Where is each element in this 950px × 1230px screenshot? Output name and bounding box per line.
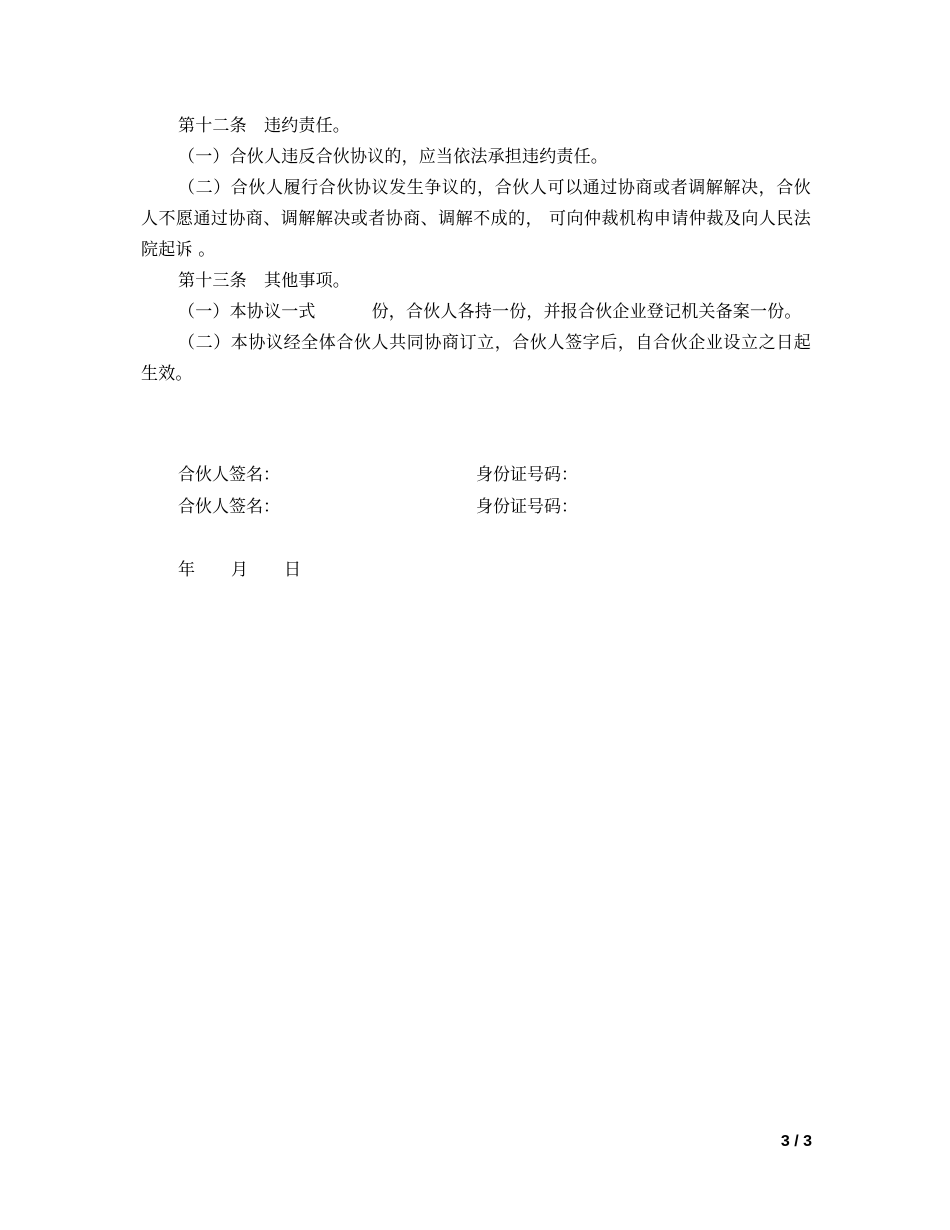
partner-signature-label: 合伙人签名： xyxy=(178,465,280,485)
date-year-label: 年 xyxy=(178,560,195,580)
date-month-label: 月 xyxy=(231,560,248,580)
signing-date xyxy=(178,558,301,582)
page-number: 3 / 3 xyxy=(780,1133,812,1150)
id-number-label: 身份证号码： xyxy=(476,465,578,485)
copies-clause-start: （一）本协议一式 xyxy=(178,302,316,322)
article-12-clause-2: （二）合伙人履行合伙协议发生争议的，合伙人可以通过协商或者调解解决，合伙人不愿通过协商、调解解决或者协商、调解不成的， 可向仲裁机构申请仲裁及向人民法院起诉 。 xyxy=(141,178,811,260)
article-12-clause-1: （一）合伙人违反合伙协议的，应当依法承担违约责任。 xyxy=(178,147,608,167)
date-day-label: 日 xyxy=(284,560,301,580)
copies-clause-end: 份，合伙人各持一份，并报合伙企业登记机关备案一份。 xyxy=(371,302,802,322)
article-13-heading: 第十三条 其他事项。 xyxy=(178,271,350,291)
article-12-heading: 第十二条 违约责任。 xyxy=(178,116,350,136)
partner-signature-label: 合伙人签名： xyxy=(178,497,280,517)
signature-row-2 xyxy=(178,495,778,519)
article-13-clause-1 xyxy=(141,297,811,328)
agreement-body xyxy=(141,111,811,390)
id-number-label: 身份证号码： xyxy=(476,497,578,517)
article-13-clause-2: （二）本协议经全体合伙人共同协商订立，合伙人签字后，自合伙企业设立之日起生效。 xyxy=(141,333,811,384)
signature-row-1 xyxy=(178,463,778,487)
